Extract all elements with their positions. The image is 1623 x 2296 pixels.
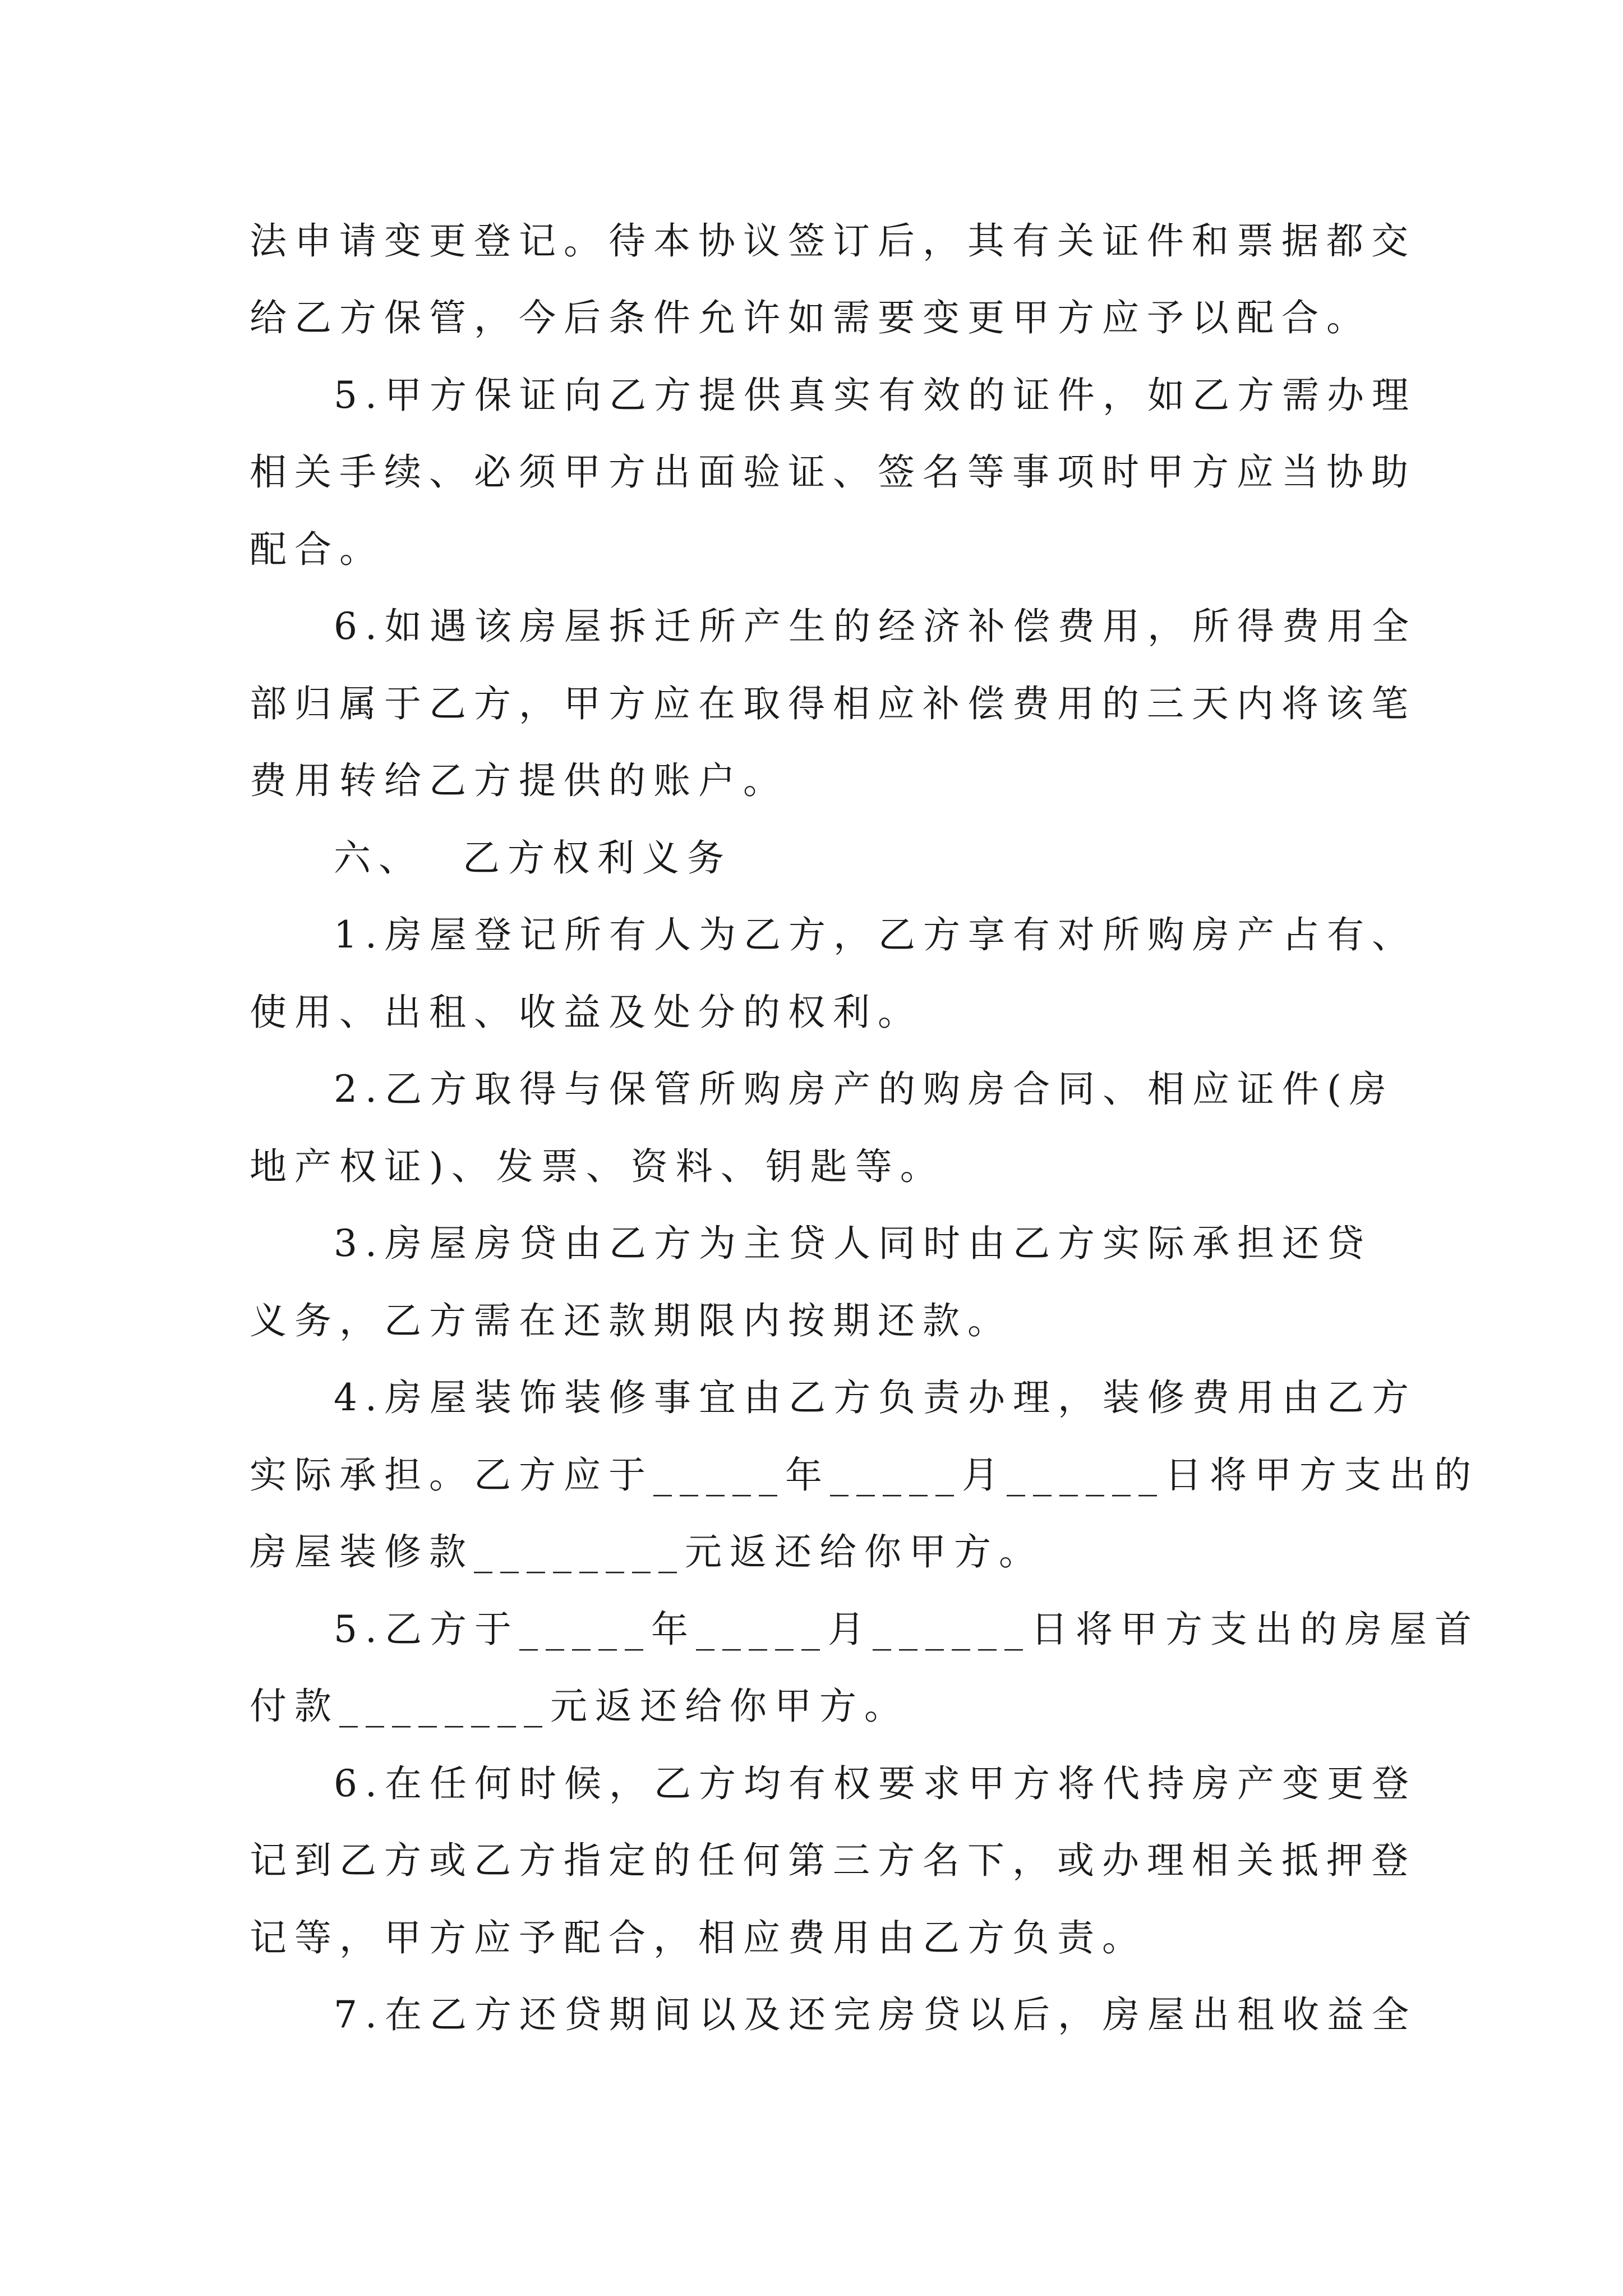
paragraph-line: 记到乙方或乙方指定的任何第三方名下，或办理相关抵押登 <box>250 1839 1416 1882</box>
paragraph-line: 部归属于乙方，甲方应在取得相应补偿费用的三天内将该笔 <box>250 682 1416 725</box>
paragraph-line: 付款________元返还给你甲方。 <box>250 1685 909 1728</box>
paragraph-line: 配合。 <box>250 528 384 571</box>
clause-line: 5.乙方于_____年_____月______日将甲方支出的房屋首 <box>334 1608 1479 1651</box>
clause-line: 5.甲方保证向乙方提供真实有效的证件，如乙方需办理 <box>334 374 1417 417</box>
paragraph-line: 相关手续、必须甲方出面验证、签名等事项时甲方应当协助 <box>250 450 1416 494</box>
paragraph-line: 房屋装修款________元返还给你甲方。 <box>250 1530 1044 1573</box>
paragraph-line: 地产权证)、发票、资料、钥匙等。 <box>250 1145 945 1188</box>
clause-line: 2.乙方取得与保管所购房产的购房合同、相应证件(房 <box>334 1068 1394 1111</box>
paragraph-line: 义务，乙方需在还款期限内按期还款。 <box>250 1299 1012 1342</box>
paragraph-line: 实际承担。乙方应于_____年_____月______日将甲方支出的 <box>250 1453 1479 1497</box>
paragraph-line: 记等，甲方应予配合，相应费用由乙方负责。 <box>250 1916 1147 1959</box>
paragraph-line: 法申请变更登记。待本协议签订后，其有关证件和票据都交 <box>250 219 1416 263</box>
paragraph-line: 给乙方保管，今后条件允许如需要变更甲方应予以配合。 <box>250 296 1371 339</box>
paragraph-line: 费用转给乙方提供的账户。 <box>250 759 788 802</box>
clause-line: 3.房屋房贷由乙方为主贷人同时由乙方实际承担还贷 <box>334 1222 1372 1265</box>
clause-line: 6.在任何时候，乙方均有权要求甲方将代持房产变更登 <box>334 1762 1417 1805</box>
clause-line: 4.房屋装饰装修事宜由乙方负责办理，装修费用由乙方 <box>334 1376 1417 1419</box>
section-heading: 六、 乙方权利义务 <box>334 836 732 880</box>
paragraph-line: 使用、出租、收益及处分的权利。 <box>250 991 923 1034</box>
clause-line: 1.房屋登记所有人为乙方，乙方享有对所购房产占有、 <box>334 913 1417 956</box>
clause-line: 7.在乙方还贷期间以及还完房贷以后，房屋出租收益全 <box>334 1993 1417 2036</box>
clause-line: 6.如遇该房屋拆迁所产生的经济补偿费用，所得费用全 <box>334 605 1417 648</box>
